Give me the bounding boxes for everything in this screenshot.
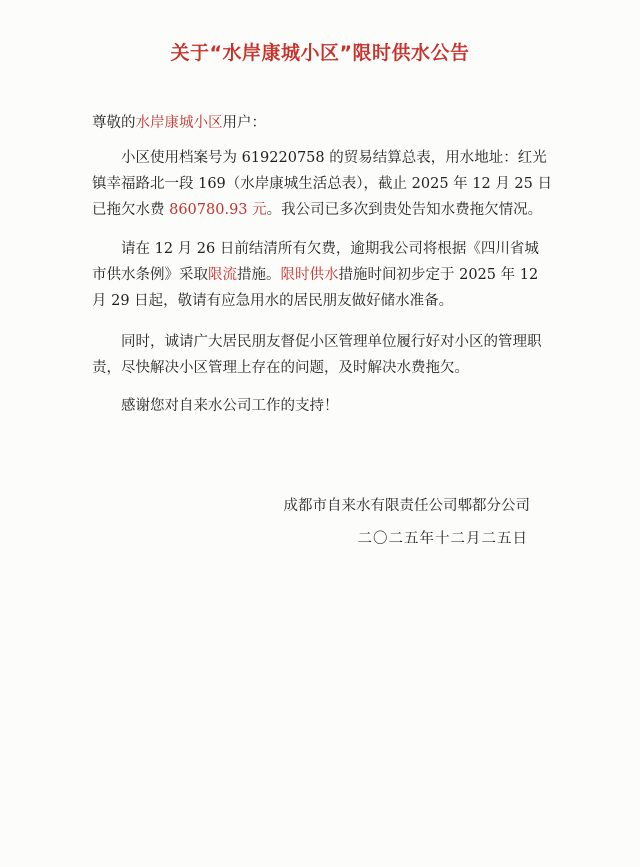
paragraph-arrears-text-b: 。我公司已多次到贵处告知水费拖欠情况。 <box>266 202 543 218</box>
salutation-prefix: 尊敬的 <box>92 115 136 131</box>
paragraph-measures-text-a: 请在 12 月 26 日前结清所有欠费，逾期我公司将根据《四川省城市供水条例》采取 <box>92 241 539 283</box>
paragraph-thanks: 感谢您对自来水公司工作的支持！ <box>121 398 339 414</box>
paragraph-measures-text-c: 措施时间初步定于 2025 年 12 月 29 日起，敬请有应急用水的居民朋友做好储水准备。 <box>92 267 539 309</box>
arrears-amount: 860780.93 元 <box>169 202 267 218</box>
signature-organization: 成都市自来水有限责任公司郫都分公司 <box>283 498 530 514</box>
paragraph-arrears-text-a: 小区使用档案号为 619220758 的贸易结算总表，用水地址：红光镇幸福路北一段 169（水岸康城生活总表），截止 2025 年 12 月 25 日已拖欠水费 <box>92 150 552 218</box>
paragraph-measures-text-b: 措施。 <box>237 267 281 283</box>
flow-limit-measure: 限流 <box>208 267 237 283</box>
salutation <box>92 110 552 136</box>
notice-title: 关于“水岸康城小区”限时供水公告 <box>170 42 470 64</box>
limited-supply-measure: 限时供水 <box>280 267 339 283</box>
salutation-suffix: 用户： <box>222 115 266 131</box>
signature-date: 二〇二五年十二月二五日 <box>357 531 528 547</box>
paragraph-arrears <box>92 145 552 223</box>
paragraph-request: 同时，诚请广大居民朋友督促小区管理单位履行好对小区的管理职责，尽快解决小区管理上存在的问题，及时解决水费拖欠。 <box>92 334 542 376</box>
community-name: 水岸康城小区 <box>135 115 223 131</box>
paragraph-measures <box>92 236 552 314</box>
